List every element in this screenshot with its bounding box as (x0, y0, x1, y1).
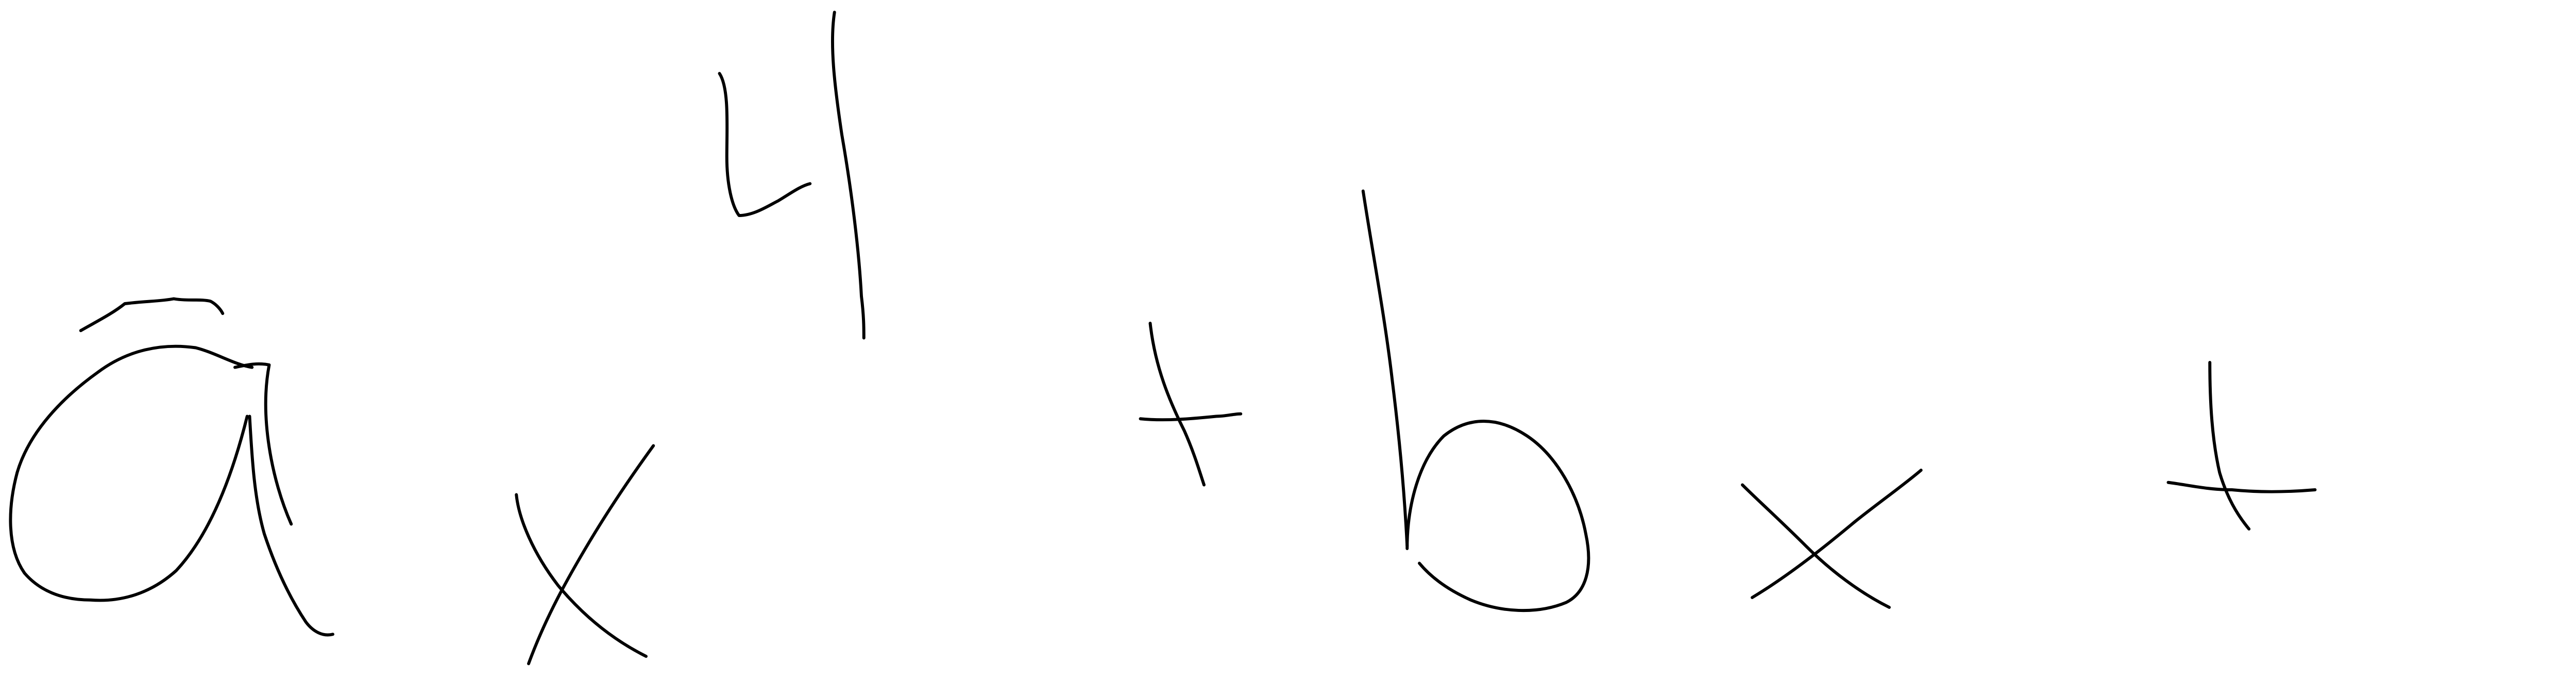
plus-sign-1-horizontal (1141, 414, 1241, 420)
plus-sign-2-vertical (2210, 362, 2249, 529)
letter-a-serif (235, 364, 291, 524)
letter-x-1-stroke-2 (529, 446, 653, 664)
letter-b-stem (1363, 191, 1408, 546)
plus-sign-1-vertical (1150, 323, 1205, 485)
exponent-4-long-stroke (833, 12, 864, 338)
plus-sign-2-horizontal (2168, 483, 2315, 492)
letter-a-stem (250, 417, 333, 635)
letter-x-2-stroke-2 (1752, 470, 1921, 598)
letter-b-bowl (1407, 421, 1588, 610)
a-bar-accent-stroke (81, 299, 223, 331)
exponent-4-left-stroke (720, 74, 810, 216)
letter-a-bowl (10, 346, 252, 601)
letter-x-1-stroke-1 (516, 495, 646, 657)
